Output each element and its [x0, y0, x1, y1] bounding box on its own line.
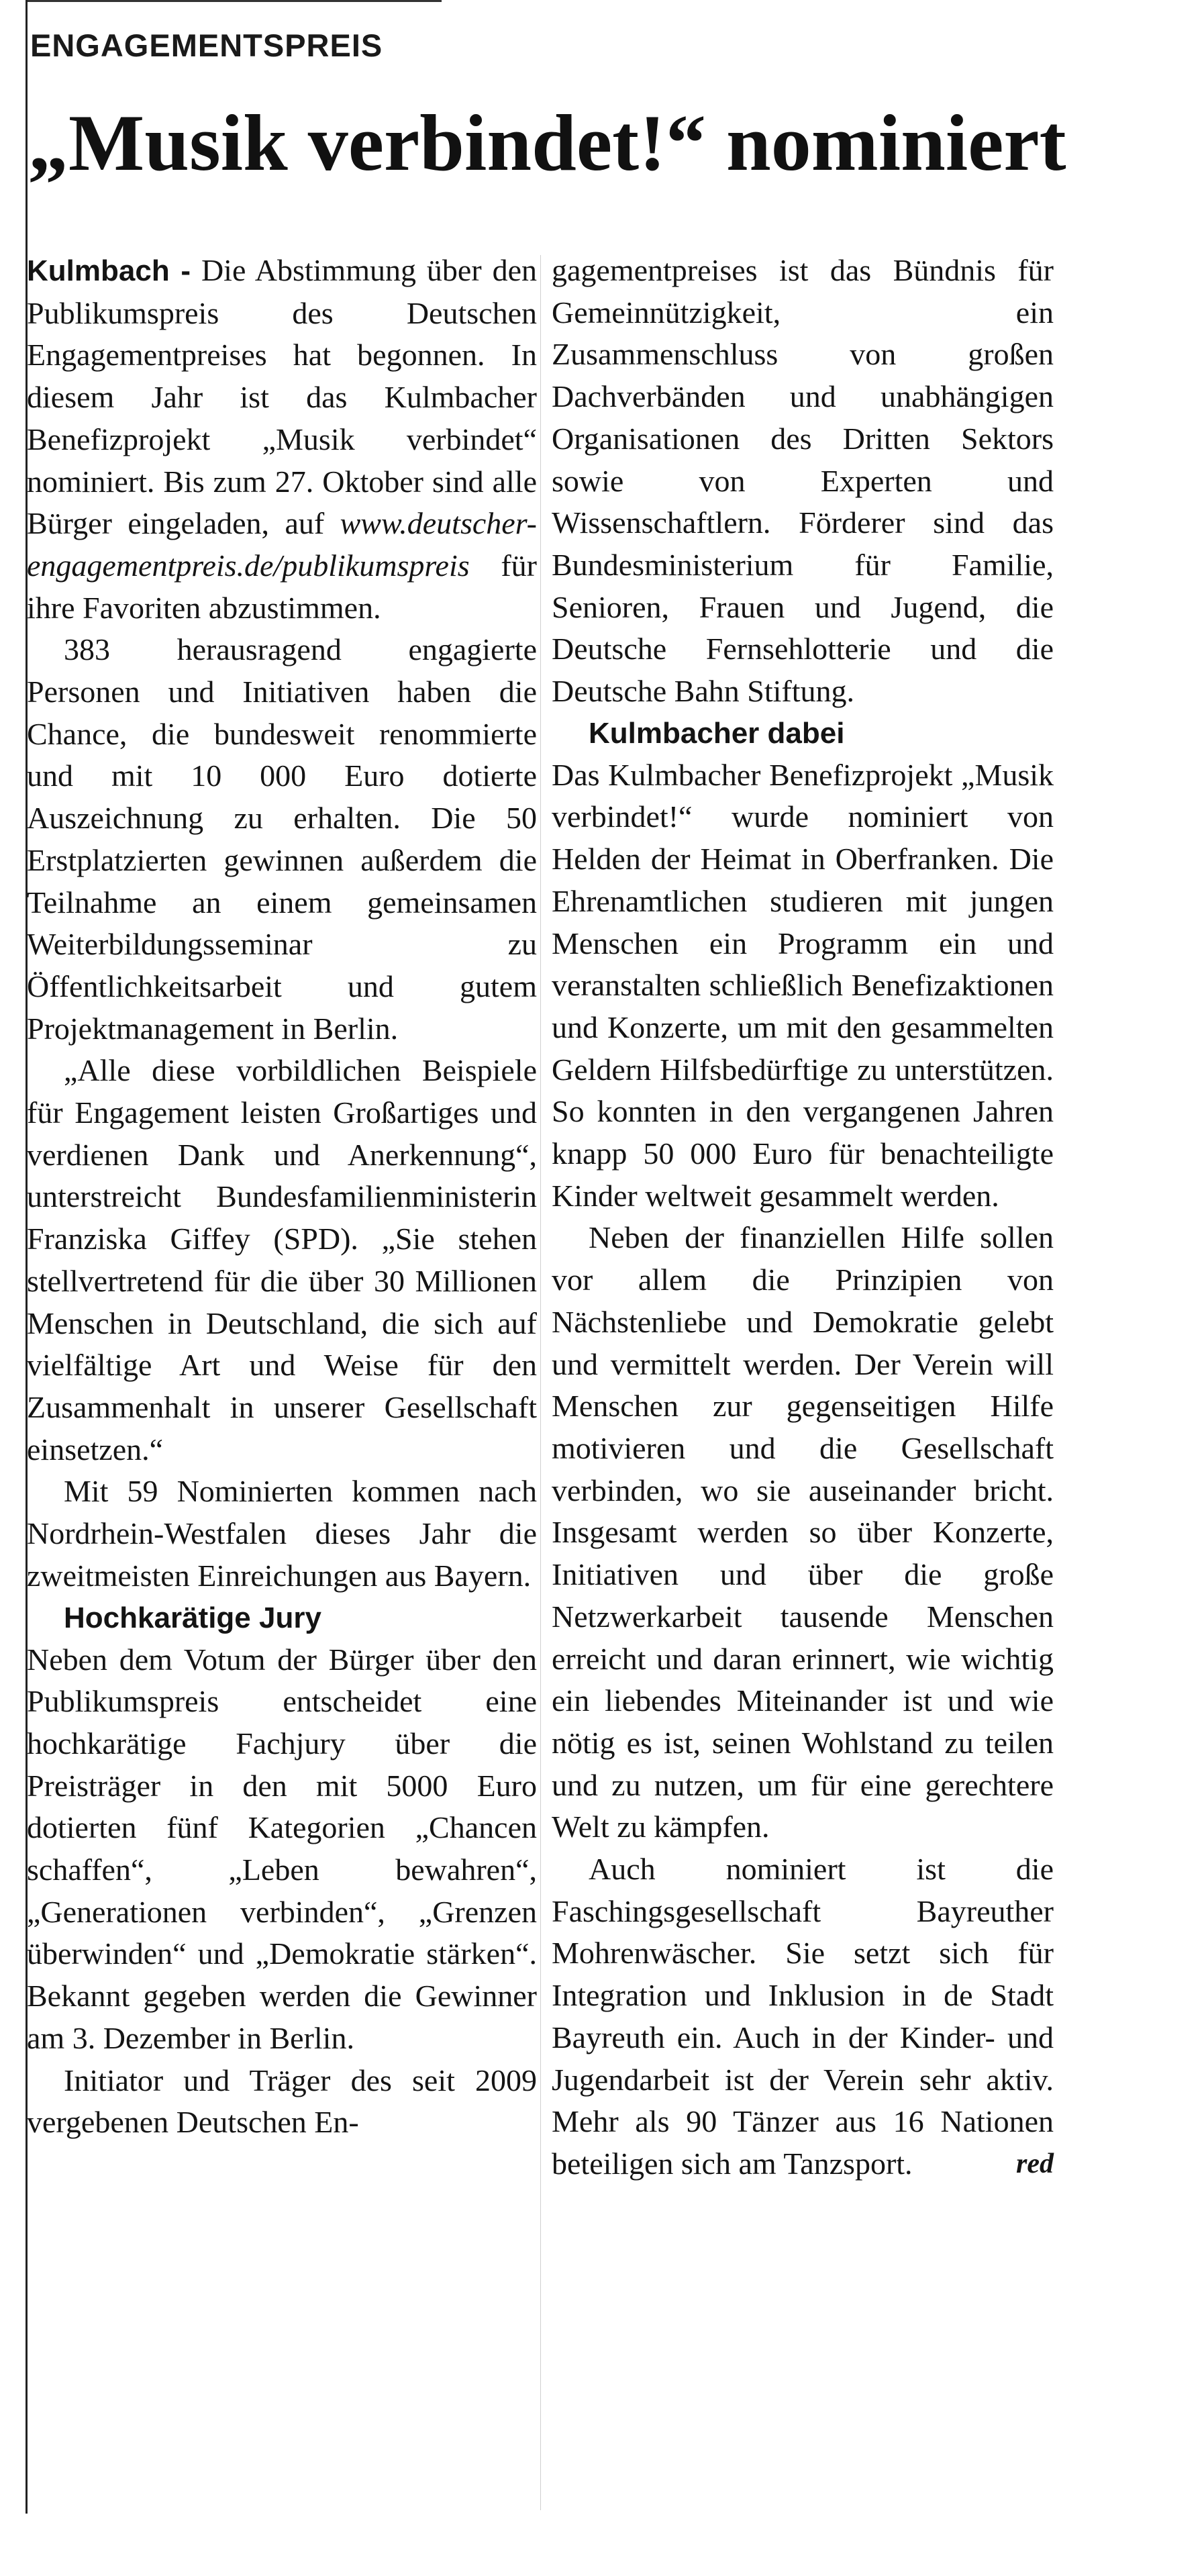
paragraph: Mit 59 Nominierten kommen nach Nordrhein-Westfalen dieses Jahr die zweitmeisten Einreichungen aus Bayern.	[27, 1474, 537, 1593]
paragraph: 383 herausragend engagierte Personen und Initiativen haben die Chance, die bundesweit renommierte und mit 10 000 Euro dotierte Auszeichnung zu erhalten. Die 50 Erstplatzierten gewinnen außerdem die Teilnahme an einem gemeinsamen Weiterbildungsseminar zu Öffentlichkeitsarbeit und gutem Projektmanagement in Berlin.	[27, 632, 537, 1046]
section-kicker: ENGAGEMENTSPREIS	[30, 28, 383, 63]
paragraph: gagementpreises ist das Bündnis für Gemeinnützigkeit, ein Zusammenschluss von großen Dachverbänden und unabhängigen Organisationen des Dritten Sektors sowie von Experten und Wissenschaftlern. Förderer sind das Bundesministerium für Familie, Senioren, Frauen und Jugend, die Deutsche Fernsehlotterie und die Deutsche Bahn Stiftung.	[552, 253, 1054, 709]
paragraph-text: für ihre Favoriten abzustimmen.	[27, 548, 537, 625]
subheading-jury: Hochkarätige Jury	[64, 1601, 321, 1634]
paragraph-text: Auch nominiert ist die Faschingsgesellschaft Bayreuther Mohrenwäscher. Sie setzt sich für Integration und Inklusion in de Stadt Bayreuth ein. Auch in der Kinder- und Jugendarbeit ist der Verein sehr aktiv. Mehr als 90 Tänzer aus 16 Nationen beteiligen sich am Tanzsport.	[552, 1852, 1054, 2181]
top-rule	[26, 0, 442, 2]
paragraph-intro	[27, 250, 537, 629]
paragraph: Neben der finanziellen Hilfe sollen vor allem die Prinzipien von Nächstenliebe und Demokratie gelebt und vermittelt werden. Der Verein will Menschen zur gegenseitigen Hilfe motivieren und die Gesellschaft verbinden, wo sie auseinander bricht. Insgesamt werden so über Konzerte, Initiativen und über die große Netzwerkarbeit tausende Menschen erreicht und daran erinnert, wie wichtig ein liebendes Miteinander ist und wie nötig es ist, seinen Wohlstand zu teilen und zu nutzen, um für eine gerechtere Welt zu kämpfen.	[552, 1220, 1054, 1844]
paragraph: Das Kulmbacher Benefizprojekt „Musik verbindet!“ wurde nominiert von Helden der Heimat in Oberfranken. Die Ehrenamtlichen studieren mit jungen Menschen ein Programm ein und veranstalten schließlich Benefizaktionen und Konzerte, um mit den gesammelten Geldern Hilfsbedürftige zu unterstützen. So konnten in den vergangenen Jahren knapp 50 000 Euro für benachteiligte Kinder weltweit gesammelt werden.	[552, 757, 1054, 1213]
vote-url: www.deutscher-engagementpreis.de/publikumspreis	[27, 506, 537, 583]
left-column	[27, 250, 537, 2144]
paragraph-closing	[552, 1848, 1054, 2185]
paragraph: „Alle diese vorbildlichen Beispiele für Engagement leisten Großartiges und verdienen Dank und Anerkennung“, unterstreicht Bundesfamilienministerin Franziska Giffey (SPD). „Sie stehen stellvertretend für die über 30 Millionen Menschen in Deutschland, die sich auf vielfältige Art und Weise für den Zusammenhalt in unserer Gesellschaft einsetzen.“	[27, 1053, 537, 1467]
paragraph: Neben dem Votum der Bürger über den Publikumspreis entscheidet eine hochkarätige Fachjury über die Preisträger in den mit 5000 Euro dotierten fünf Kategorien „Chancen schaffen“, „Leben bewahren“, „Generationen verbinden“, „Grenzen überwinden“ und „Demokratie stärken“. Bekannt gegeben werden die Gewinner am 3. Dezember in Berlin.	[27, 1642, 537, 2055]
subheading-kulmbach: Kulmbacher dabei	[589, 716, 845, 750]
column-divider	[540, 255, 541, 2510]
paragraph: Initiator und Träger des seit 2009 vergebenen Deutschen En-	[27, 2063, 537, 2140]
right-column	[552, 250, 1054, 2185]
headline: „Musik verbindet!“ nominiert	[28, 98, 1066, 187]
paragraph-text: Die Abstimmung über den Publikumspreis des Deutschen Engagementpreises hat begonnen. In diesem Jahr ist das Kulmbacher Benefizprojekt „Musik verbindet“ nominiert. Bis zum 27. Oktober sind alle Bürger eingeladen, auf	[27, 253, 538, 541]
author-signature: red	[1016, 2148, 1054, 2179]
dateline: Kulmbach -	[27, 254, 191, 287]
